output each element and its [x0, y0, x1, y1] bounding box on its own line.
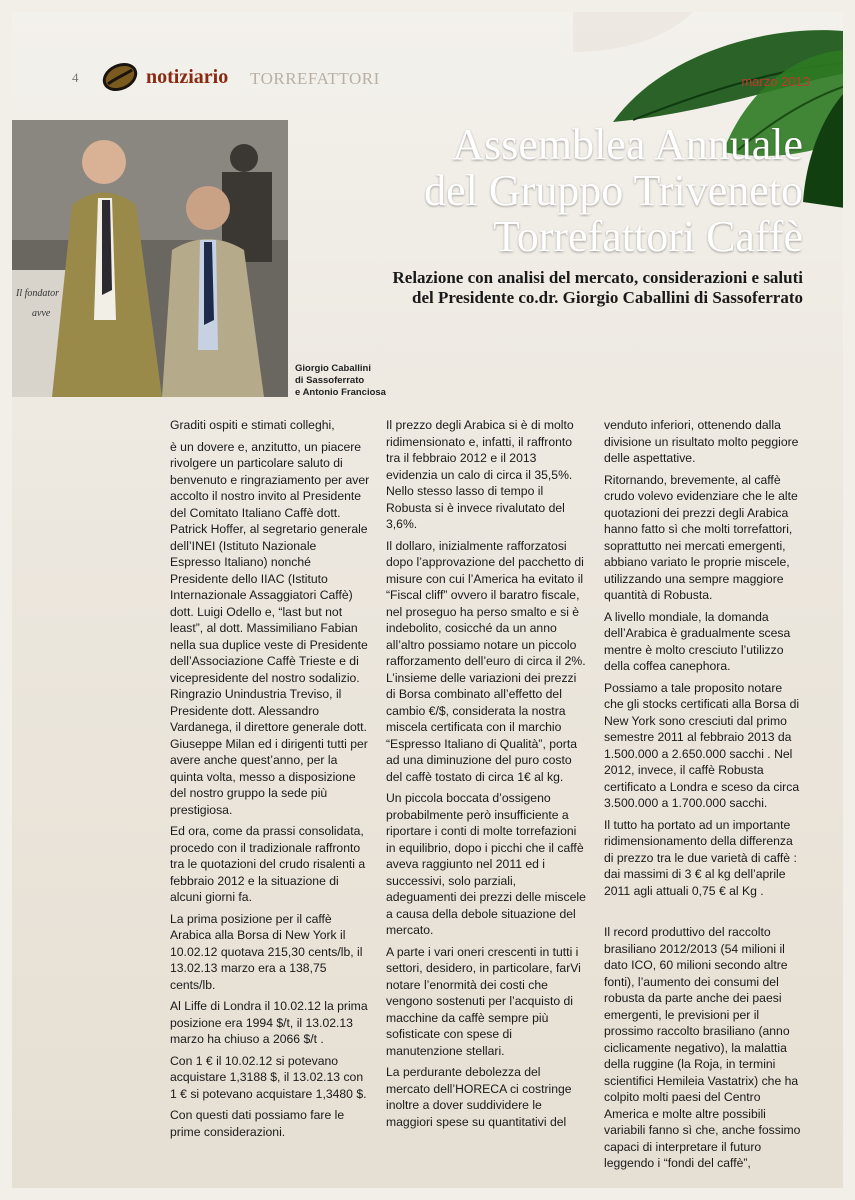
brand-torrefattori: TORREFATTORI	[250, 69, 380, 88]
photo-caption	[295, 363, 386, 399]
paragraph: Il tutto ha portato ad un importante ridimensionamento della differenza di prezzo tra le due varietà di caffè : dai massimi di 3 € al kg dell’aprile 2011 agli attuali 0,75 € al Kg .	[604, 817, 797, 898]
caption-line: e Antonio Franciosa	[295, 387, 386, 398]
paragraph: è un dovere e, anzitutto, un piacere rivolgere un particolare saluto di benvenuto e ringraziamento per aver accolto il nostro invito al Presidente del Comitato Italiano Caffè dott. Patrick Hoffer, al segretario generale dell’INEI (Istituto Nazionale Espresso Italiano) nonché Presidente dello IIAC (Istituto Internazionale Assaggiatori Caffè) dott. Luigi Odello e, “last but not least”, al dott. Massimiliano Fabian nella sua duplice veste di Presidente dell’Associazione Caffè Trieste e di vicepresidente del nostro sodalizio. Ringrazio Unindustria Treviso, il Presidente dott. Alessandro Vardanega, il direttore generale dott. Giuseppe Milan ed i dirigenti tutti per avere anche quest’anno, per la quinta volta, messo a disposizione del nostro gruppo la sede più prestigiosa.	[170, 439, 370, 817]
paragraph: Il dollaro, inizialmente rafforzatosi dopo l’approvazione del pacchetto di misure con cui l’America ha evitato il “Fiscal cliff” ovvero il baratro fiscale, nel proseguo ha perso smalto e si è indebolito, cosicché da un anno all’altro possiamo notare un piccolo rafforzamento dell’euro di circa il 2%. L’insieme delle variazioni dei prezzi di Borsa combinato all’effetto del cambio €/$, considerata la nostra miscela certificata con il marchio “Espresso Italiano di Qualità”, porta ad una diminuzione del puro costo del caffè tostato di circa 1€ al kg.	[386, 538, 586, 784]
page-number: 4	[72, 70, 79, 85]
text-column-2	[386, 417, 586, 1135]
paragraph: A livello mondiale, la domanda dell’Arabica è gradualmente scesa mentre è molto cresciuto l’utilizzo della coffea canephora.	[604, 609, 791, 673]
photo-sign-text-2: avve	[32, 308, 51, 319]
caption-line: di Sassoferrato	[295, 375, 365, 386]
brand-notiziario: notiziario	[146, 66, 229, 88]
paragraph: Con 1 € il 10.02.12 si potevano acquistare 1,3188 $, il 13.02.13 con 1 € si potevano acquistare 1,3480 $.	[170, 1053, 367, 1101]
paragraph: La prima posizione per il caffè Arabica alla Borsa di New York il 10.02.12 quotava 215,30 cents/lb, il 13.02.13 marzo era a 138,75 cents/lb.	[170, 911, 363, 992]
paragraph: Ritornando, brevemente, al caffè crudo volevo evidenziare che le alte quotazioni dei prezzi degli Arabica hanno fatto sì che molti torrefattori, soprattutto nei mercati emergenti, abbiano variato le proprie miscele, utilizzando una sempre maggiore quantità di Robusta.	[604, 472, 798, 602]
page-header	[72, 64, 843, 94]
paragraph: Al Liffe di Londra il 10.02.12 la prima posizione era 1994 $/t, il 13.02.13 marzo ha chiuso a 2066 $/t .	[170, 999, 368, 1046]
magazine-page	[12, 12, 843, 1188]
text-column-3	[604, 417, 804, 1177]
title-line: Assemblea Annuale	[452, 120, 803, 169]
paragraph: Con questi dati possiamo fare le prime considerazioni.	[170, 1108, 345, 1139]
coffee-bean-icon	[100, 60, 140, 94]
caption-line: Giorgio Caballini	[295, 363, 372, 374]
title-line: del Gruppo Triveneto	[424, 166, 803, 215]
paragraph: Un piccola boccata d’ossigeno probabilmente però insufficiente a riportare i conti di molte torrefazioni in equilibrio, dopo i picchi che il caffè aveva raggiunto nel 2011 ed i successivi, solo parziali, adeguamenti dei prezzi delle miscele a causa della debole situazione del mercato.	[386, 791, 586, 937]
article-subtitle	[283, 268, 803, 308]
paragraph: venduto inferiori, ottenendo dalla divisione un risultato molto peggiore delle aspettative.	[604, 418, 799, 465]
photo-sign-text: Il fondator	[16, 288, 60, 299]
title-line: Torrefattori Caffè	[492, 212, 803, 261]
issue-date: marzo 2013	[741, 74, 810, 89]
text-column-1	[170, 417, 370, 1145]
subtitle-line: del Presidente co.dr. Giorgio Caballini di Sassoferrato	[412, 288, 803, 307]
paragraph: La perdurante debolezza del mercato dell’HORECA ci costringe inoltre a dover suddividere le maggiori spese su quantitativi del	[386, 1065, 572, 1129]
paragraph: Ed ora, come da prassi consolidata, procedo con il tradizionale raffronto tra le quotazioni del crudo risalenti a febbraio 2012 e la situazione di alcuni giorni fa.	[170, 824, 366, 904]
paragraph: Graditi ospiti e stimati colleghi,	[170, 418, 335, 432]
photo-two-men	[12, 120, 288, 397]
paragraph: Il record produttivo del raccolto brasiliano 2012/2013 (54 milioni il dato ICO, 60 milioni secondo altre fonti), l’aumento dei consumi del robusta da parte anche dei paesi emergenti, le previsioni per il prossimo raccolto brasiliano (anno ciclicamente negativo), la malattia della ruggine (la Roja, in termini scientifici Hemileia Vastatrix) che ha colpito molti paesi del Centro America e molte altre possibili variabili fanno sì che, anche fossimo capaci di interpretare il futuro leggendo i “fondi del caffè”,	[604, 925, 801, 1170]
paragraph: Il prezzo degli Arabica si è di molto ridimensionato e, infatti, il raffronto tra il febbraio 2012 e il 2013 evidenzia un calo di circa il 35,5%. Nello stesso lasso di tempo il Robusta si è invece rivalutato del 3,6%.	[386, 418, 574, 531]
column-gap	[604, 904, 804, 924]
subtitle-line: Relazione con analisi del mercato, considerazioni e saluti	[392, 268, 803, 287]
paragraph: Possiamo a tale proposito notare che gli stocks certificati alla Borsa di New York sono cresciuti dal primo semestre 2011 al febbraio 2013 da 1.500.000 a 2.650.000 sacchi . Nel 2012, invece, il caffè Robusta certificato a Londra e sceso da circa 3.500.000 a 1.700.000 sacchi.	[604, 680, 800, 810]
paragraph: A parte i vari oneri crescenti in tutti i settori, desidero, in particolare, farVi notare l’enormità dei costi che vengono sostenuti per l’acquisto di macchine da caffè sempre più sofisticate con spese di manutenzione stellari.	[386, 944, 581, 1058]
article-title	[333, 122, 803, 260]
